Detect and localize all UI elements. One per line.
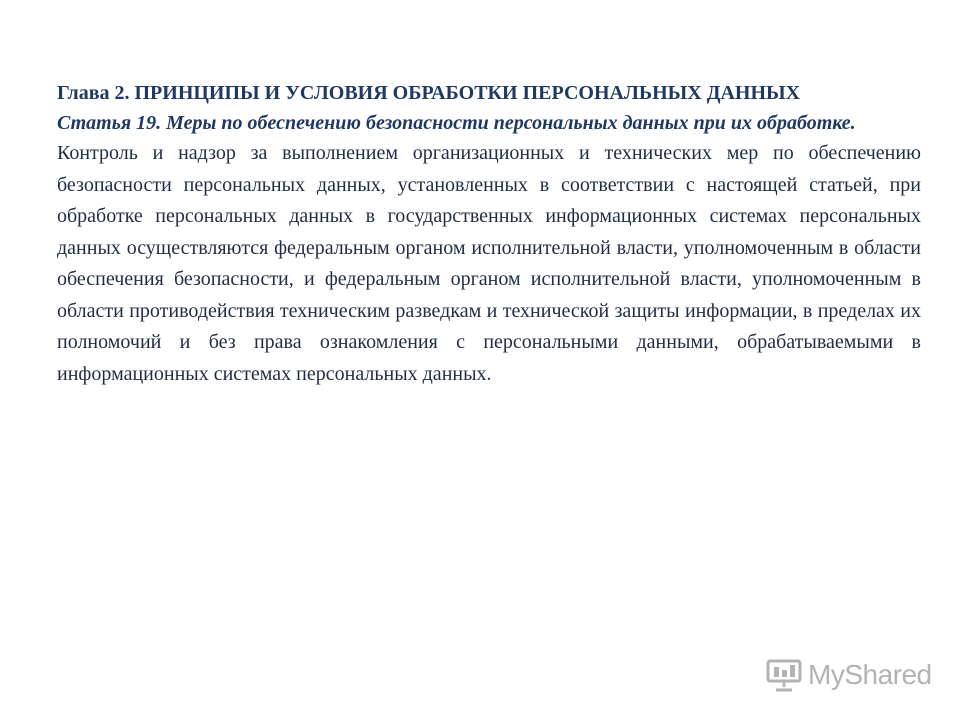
article-title: Статья 19. Меры по обеспечению безопасности персональных данных при их обработке. (57, 112, 856, 134)
presentation-board-icon (766, 657, 802, 693)
chapter-title: Глава 2. ПРИНЦИПЫ И УСЛОВИЯ ОБРАБОТКИ ПЕРСОНАЛЬНЫХ ДАННЫХ (57, 82, 801, 104)
body-paragraph: Контроль и надзор за выполнением организационных и технических мер по обеспечению безопасности персональных данных, установленных в соответствии с настоящей статьей, при обработке персональных данных в государственных информационных системах персональных данных осуществляются федеральным органом исполнительной власти, уполномоченным в области обеспечения безопасности, и федеральным органом исполнительной власти, уполномоченным в области противодействия техническим разведкам и технической защиты информации, в пределах их полномочий и без права ознакомления с персональными данными, обрабатываемыми в информационных системах персональных данных. (57, 142, 921, 385)
slide-content (57, 78, 921, 390)
watermark-logo (766, 655, 932, 695)
watermark-text: MyShared (808, 659, 932, 690)
